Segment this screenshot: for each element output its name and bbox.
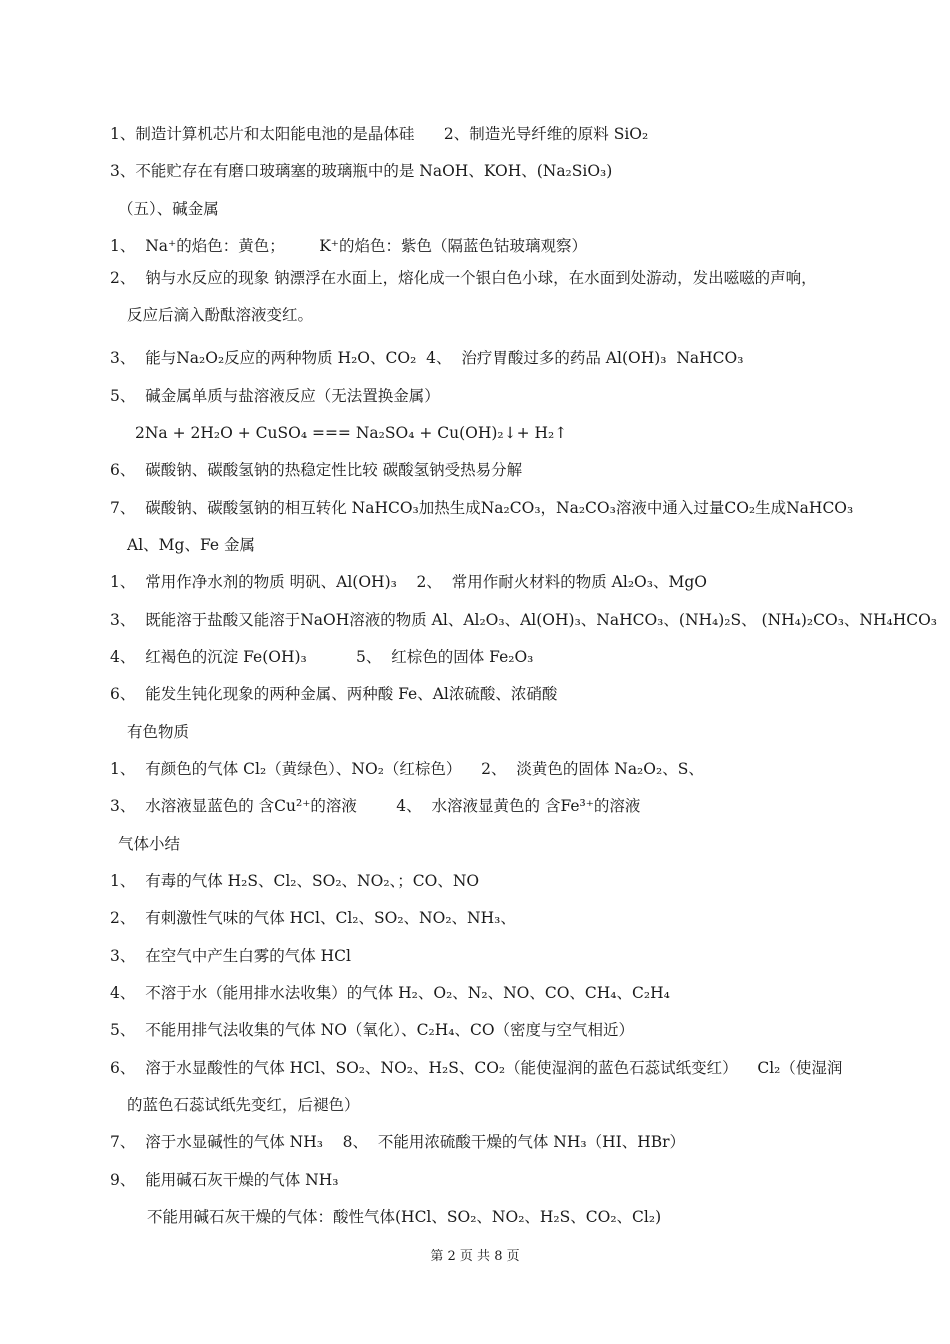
text-line-alkali-salt: 5、 碱金属单质与盐溶液反应（无法置换金属） (110, 387, 440, 405)
text-line-na2o2: 3、 能与Na₂O₂反应的两种物质 H₂O、CO₂ 4、 治疗胃酸过多的药品 Al(OH)₃ NaHCO₃ (110, 349, 744, 367)
section-heading-metals: Al、Mg、Fe 金属 (127, 536, 255, 554)
text-line-soda-lime-nodry: 不能用碱石灰干燥的气体：酸性气体(HCl、SO₂、NO₂、H₂S、CO₂、Cl₂) (147, 1208, 662, 1226)
text-line-basic-gas: 7、 溶于水显碱性的气体 NH₃ 8、 不能用浓硫酸干燥的气体 NH₃（HI、HBr） (110, 1133, 686, 1151)
text-line-flame-color: 1、 Na⁺的焰色：黄色； K⁺的焰色：紫色（隔蓝色钴玻璃观察） (110, 237, 587, 255)
text-line-pungent-gas: 2、 有刺激性气味的气体 HCl、Cl₂、SO₂、NO₂、NH₃、 (110, 909, 516, 927)
text-line-white-fog: 3、 在空气中产生白雾的气体 HCl (110, 947, 351, 965)
text-line-carbonate-stability: 6、 碳酸钠、碳酸氢钠的热稳定性比较 碳酸氢钠受热易分解 (110, 461, 523, 479)
text-line-acidic-gas-cont: 的蓝色石蕊试纸先变红，后褪色） (127, 1096, 360, 1114)
section-heading-colored: 有色物质 (127, 723, 190, 741)
text-line-silicon: 1、制造计算机芯片和太阳能电池的是晶体硅 2、制造光导纤维的原料 SiO₂ (110, 125, 649, 143)
text-line-acidic-gas: 6、 溶于水显酸性的气体 HCl、SO₂、NO₂、H₂S、CO₂（能使湿润的蓝色石蕊试纸变红） Cl₂（使湿润 (110, 1059, 843, 1077)
text-line-colored-gas: 1、 有颜色的气体 Cl₂（黄绿色）、NO₂（红棕色） 2、 淡黄色的固体 Na₂O₂、S、 (110, 760, 704, 778)
section-heading-gas: 气体小结 (118, 835, 181, 853)
text-line-amphoteric: 3、 既能溶于盐酸又能溶于NaOH溶液的物质 Al、Al₂O₃、Al(OH)₃、NaHCO₃、(NH₄)₂S、 (NH₄)₂CO₃、NH₄HCO₃ (110, 611, 938, 629)
text-line-passivation: 6、 能发生钝化现象的两种金属、两种酸 Fe、Al浓硫酸、浓硝酸 (110, 685, 558, 703)
text-line-insoluble-gas: 4、 不溶于水（能用排水法收集）的气体 H₂、O₂、N₂、NO、CO、CH₄、C₂H₄ (110, 984, 670, 1002)
text-line-fe-compounds: 4、 红褐色的沉淀 Fe(OH)₃ 5、 红棕色的固体 Fe₂O₃ (110, 648, 534, 666)
text-line-no-air-collect: 5、 不能用排气法收集的气体 NO（氧化）、C₂H₄、CO（密度与空气相近） (110, 1021, 635, 1039)
text-line-carbonate-convert: 7、 碳酸钠、碳酸氢钠的相互转化 NaHCO₃加热生成Na₂CO₃，Na₂CO₃溶液中通入过量CO₂生成NaHCO₃ (110, 499, 854, 517)
text-line-sodium-water: 2、 钠与水反应的现象 钠漂浮在水面上，熔化成一个银白色小球，在水面到处游动，发出嗞嗞的声响， (110, 269, 817, 287)
text-line-solution-color: 3、 水溶液显蓝色的 含Cu²⁺的溶液 4、 水溶液显黄色的 含Fe³⁺的溶液 (110, 797, 641, 815)
text-line-soda-lime-dry: 9、 能用碱石灰干燥的气体 NH₃ (110, 1171, 339, 1189)
equation-line: 2Na + 2H₂O + CuSO₄ === Na₂SO₄ + Cu(OH)₂↓+ H₂↑ (135, 424, 568, 442)
text-line-toxic-gas: 1、 有毒的气体 H₂S、Cl₂、SO₂、NO₂、；CO、NO (110, 872, 480, 890)
text-line-glass-stopper: 3、不能贮存在有磨口玻璃塞的玻璃瓶中的是 NaOH、KOH、(Na₂SiO₃) (110, 162, 613, 180)
page-footer: 第 2 页 共 8 页 (430, 1249, 520, 1264)
section-heading-alkali: （五）、碱金属 (118, 200, 219, 218)
text-line-alum: 1、 常用作净水剂的物质 明矾、Al(OH)₃ 2、 常用作耐火材料的物质 Al₂O₃、MgO (110, 573, 707, 591)
text-line-sodium-water-cont: 反应后滴入酚酞溶液变红。 (127, 306, 314, 324)
